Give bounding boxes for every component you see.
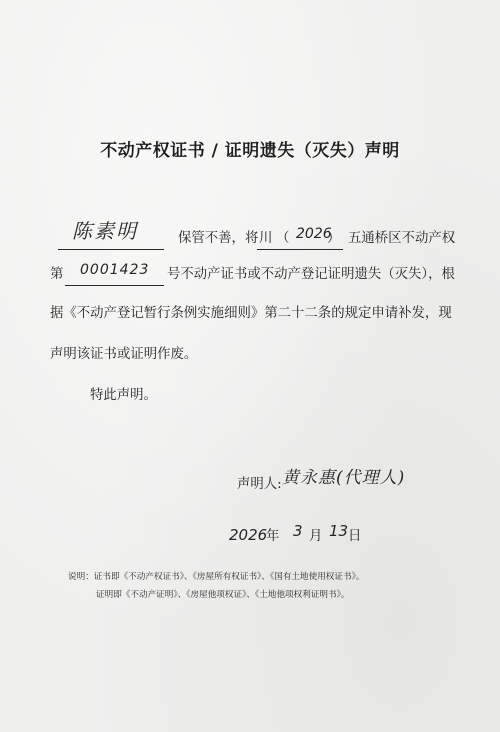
note-line-1: 说明：证书即《不动产权证书》、《房屋所有权证书》、《国有土地使用权证书》。 [68, 572, 365, 582]
date-month-handwriting: 3 [293, 522, 303, 540]
custody-text: 保管不善，将 [178, 231, 259, 246]
date-line [0, 522, 500, 549]
date-year-unit: 年 [266, 529, 280, 544]
cert-number-handwriting: 0001423 [80, 262, 150, 278]
body-line-4 [0, 343, 500, 367]
signature-line [0, 468, 500, 497]
date-month-unit: 月 [309, 529, 323, 544]
date-day-unit: 日 [348, 529, 362, 544]
body-line-2 [0, 263, 500, 287]
cert-year-handwriting: 2026 [296, 226, 332, 242]
body-line-1 [0, 219, 500, 251]
void-text: 声明该证书或证明作废。 [50, 347, 198, 362]
region-text: 五通桥区不动产权 [348, 231, 456, 246]
cert-paren-close: ） [327, 231, 341, 246]
regulation-text: 据《不动产登记暂行条例实施细则》第二十二条的规定申请补发，现 [50, 306, 452, 321]
di-text: 第 [50, 267, 64, 282]
cert-prefix: 川 [259, 231, 273, 246]
body-line-5 [0, 384, 500, 408]
lost-text: 号不动产证书或不动产登记证明遗失（灭失），根 [167, 267, 455, 282]
hereby-text: 特此声明。 [90, 388, 157, 403]
date-year-handwriting: 2026 [229, 526, 268, 544]
signature-handwriting: 黄永惠(代理人) [282, 468, 406, 488]
signature-label: 声明人: [237, 477, 282, 492]
declarant-name-handwriting: 陈素明 [72, 219, 138, 243]
body-line-3 [0, 302, 500, 326]
note-line-2: 证明即《不动产证明》、《房屋他项权证》、《土地他项权利证明书》。 [96, 590, 350, 600]
date-day-handwriting: 13 [329, 522, 349, 540]
cert-paren-open: （ [276, 231, 290, 246]
document-title: 不动产权证书 / 证明遗失（灭失）声明 [100, 141, 400, 161]
